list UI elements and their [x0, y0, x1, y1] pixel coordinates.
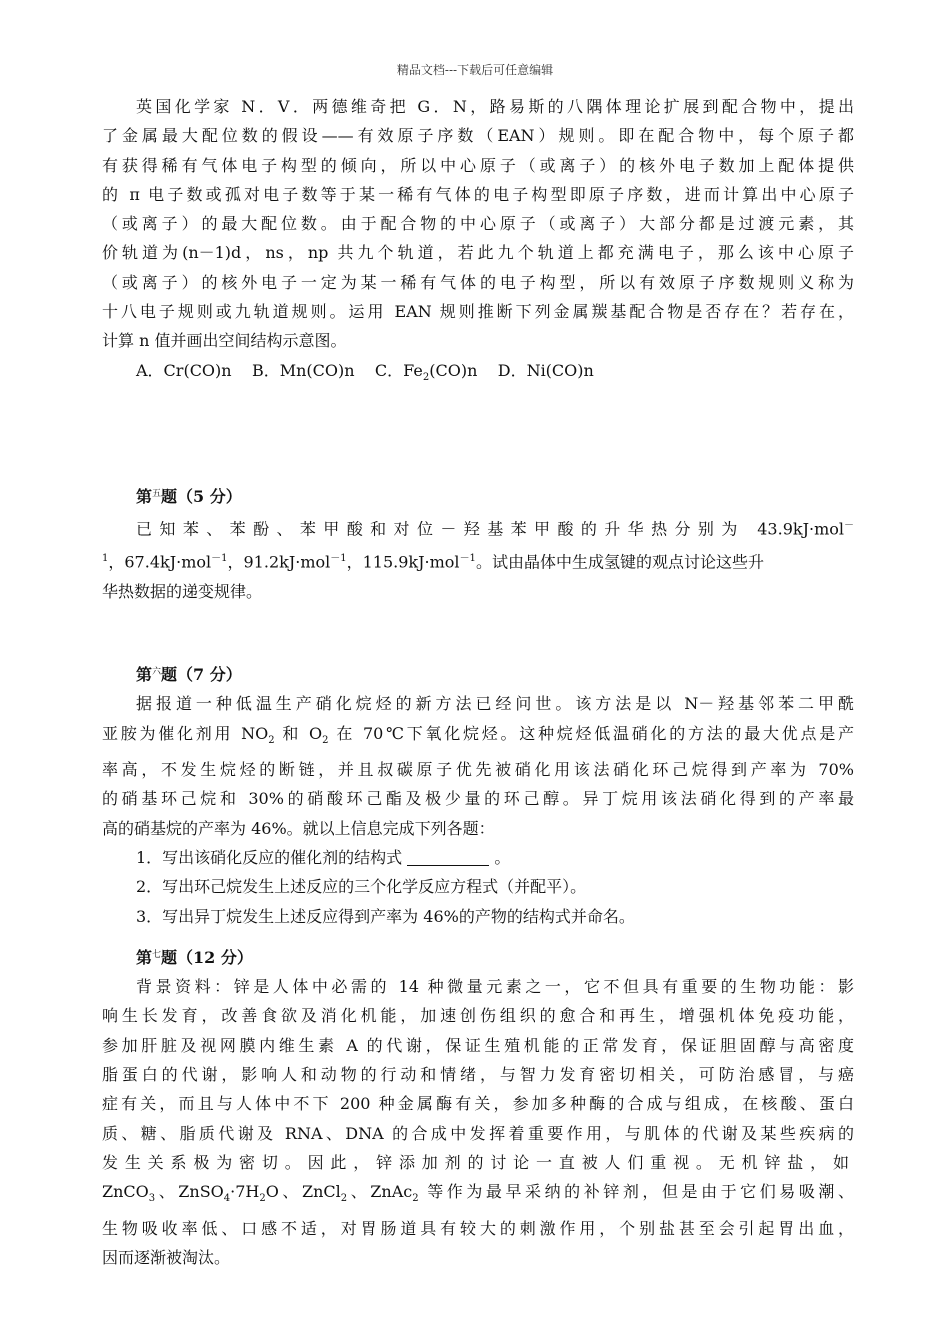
question-6: [102, 658, 854, 931]
question-7-formula-line: ZnCO$_3$、$ZnSO_4\cdot 7H_2O$、ZnCl$_2$、ZnAc$_2$ 等作为最早采纳的补锌剂，但是由于它们易吸潮、: [102, 1182, 854, 1205]
intro-line: 十八电子规则或九轨道规则。运用 EAN 规则推断下列金属羰基配合物是否存在？若存在，: [102, 302, 854, 322]
question-7-line: 生物吸收率低、口感不适，对胃肠道具有较大的刺激作用，个别盐甚至会引起胃出血，: [102, 1218, 854, 1238]
question-6-item-2: 2．写出环己烷发生上述反应的三个化学反应方程式（并配平）。: [136, 877, 587, 897]
question-7-line: 参加肝脏及视网膜内维生素 A 的代谢，保证生殖机能的正常发育，保证胆固醇与高密度: [102, 1035, 854, 1055]
question-7-line: 症有关，而且与人体中不下 200 种金属酶有关，参加多种酶的合成与组成，在核酸、蛋白: [102, 1094, 854, 1114]
intro-line: 英国化学家 N．V．两德维奇把 G．N，路易斯的八隅体理论扩展到配合物中，提出: [136, 97, 854, 116]
options-line: [102, 356, 854, 392]
page-header: 精品文档---下载后可任意编辑: [396, 63, 554, 77]
intro-line: 计算 n 值并画出空间结构示意图。: [102, 331, 347, 351]
question-6-line: 的硝基环己烷和 30%的硝酸环己酯及极少量的环己醇。异丁烷用该法硝化得到的产率最: [102, 789, 854, 809]
question-6-line: 率高，不发生烷烃的断链，并且叔碳原子优先被硝化用该法硝化环己烷得到产率为 70%: [102, 760, 854, 780]
intro-paragraph: [102, 92, 854, 392]
question-7-line: 发生关系极为密切。因此，锌添加剂的讨论一直被人们重视。无机锌盐，如: [102, 1152, 854, 1172]
option-d: D．Ni(CO)n: [497, 360, 594, 380]
question-6-item-3: 3．写出异丁烷发生上述反应得到产率为 46%的产物的结构式并命名。: [136, 906, 635, 926]
question-6-line: 亚胺为催化剂用 $NO_2$ 和 $O_2$ 在 70℃下氧化烷烃。这种烷烃低温硝化的方法的最大优点是产: [102, 723, 854, 746]
question-5-line: 华热数据的递变规律。: [102, 581, 263, 601]
question-5: [102, 480, 854, 606]
option-c: C．$Fe_2(CO)n$: [374, 360, 478, 383]
intro-line: 的 π 电子数或孤对电子数等于某一稀有气体的电子构型即原子序数，进而计算出中心原子: [102, 184, 854, 204]
intro-line: 有获得稀有气体电子构型的倾向，所以中心原子（或离子）的核外电子数加上配体提供: [102, 155, 854, 175]
question-7-line: 背景资料：锌是人体中必需的 14 种微量元素之一，它不但具有重要的生物功能：影: [136, 977, 854, 997]
intro-line: 价轨道为(n－1)d，ns，np 共九个轨道，若此九个轨道上都充满电子，那么该中心原子: [102, 243, 854, 263]
option-b: B．Mn(CO)n: [251, 360, 355, 380]
question-6-title: 第$^六$题（7 分）: [136, 665, 242, 684]
document-body: [102, 92, 854, 1272]
intro-line: （或离子）的最大配位数。由于配合物的中心原子（或离子）大部分都是过渡元素，其: [102, 214, 854, 234]
intro-line: 了金属最大配位数的假设——有效原子序数（EAN）规则。即在配合物中，每个原子都: [102, 126, 854, 146]
question-7-line: 响生长发育，改善食欲及消化机能，加速创伤组织的愈合和再生，增强机体免疫功能，: [102, 1006, 854, 1026]
question-7-line: 脂蛋白的代谢，影响人和动物的行动和情绪，与智力发育密切相关，可防治感冒，与癌: [102, 1065, 854, 1085]
question-5-line: 已知苯、苯酚、苯甲酸和对位－羟基苯甲酸的升华热分别为 43.9kJ·mol－: [136, 519, 854, 539]
question-6-item-1: 1．写出该硝化反应的催化剂的结构式 。: [136, 847, 511, 867]
question-5-line: $^1$，67.4kJ·mol$^{-1}$，91.2kJ·mol$^{-1}$，115.9kJ·mol$^{-1}$。试由晶体中生成氢键的观点讨论这些升: [102, 552, 764, 572]
question-7-title: 第$^七$题（12 分）: [136, 947, 253, 967]
intro-line: （或离子）的核外电子一定为某一稀有气体的电子构型，所以有效原子序数规则义称为: [102, 272, 854, 292]
question-7-line: 因而逐渐被淘汰。: [102, 1248, 231, 1268]
question-5-title: 第$^五$题（5 分）: [136, 487, 242, 507]
question-7-line: 质、糖、脂质代谢及 RNA、DNA 的合成中发挥着重要作用，与肌体的代谢及某些疾病的: [102, 1123, 854, 1143]
answer-blank: [407, 849, 489, 866]
question-7: [102, 941, 854, 1272]
question-6-line: 高的硝基烷的产率为 46%。就以上信息完成下列各题：: [102, 818, 495, 838]
option-a: A．Cr(CO)n: [136, 360, 232, 380]
question-6-line: 据报道一种低温生产硝化烷烃的新方法已经问世。该方法是以 N－羟基邻苯二甲酰: [136, 694, 854, 714]
